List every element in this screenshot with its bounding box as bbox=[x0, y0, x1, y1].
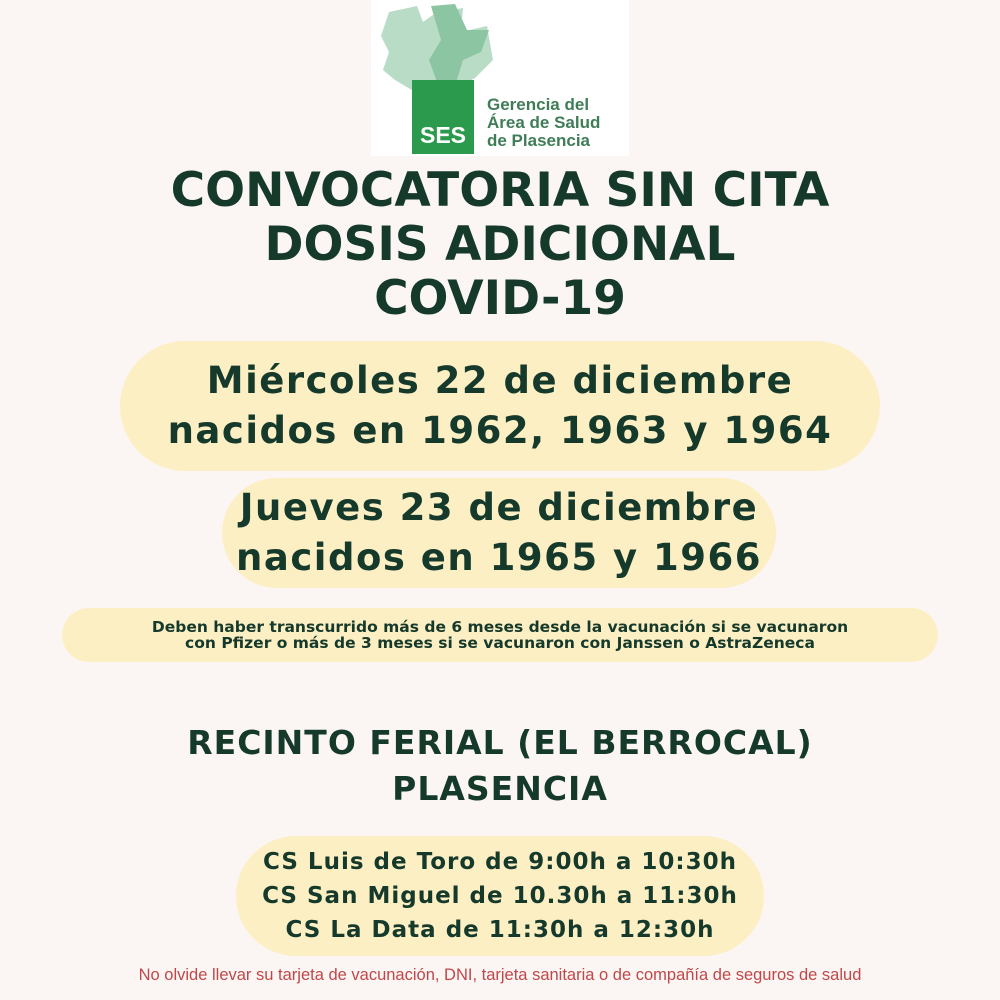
footer-reminder: No olvide llevar su tarjeta de vacunación, DNI, tarjeta sanitaria o de compañía de seguros de salud bbox=[138, 966, 862, 984]
venue bbox=[0, 720, 1000, 812]
venue-name: RECINTO FERIAL (EL BERROCAL) bbox=[187, 723, 813, 762]
schedule-banner bbox=[236, 836, 764, 956]
day1-banner bbox=[120, 341, 880, 471]
interval-notice bbox=[62, 608, 938, 662]
notice-line: Deben haber transcurrido más de 6 meses desde la vacunación si se vacunaron bbox=[151, 618, 849, 636]
title-line: COVID-19 bbox=[374, 271, 626, 326]
notice-line: con Pfizer o más de 3 meses si se vacunaron con Janssen o AstraZeneca bbox=[185, 634, 815, 652]
venue-city: PLASENCIA bbox=[392, 769, 608, 808]
day2-births: nacidos en 1965 y 1966 bbox=[236, 536, 762, 579]
logo-line: Gerencia del bbox=[487, 95, 590, 114]
schedule-item: CS San Miguel de 10.30h a 11:30h bbox=[262, 883, 738, 909]
day2-date: Jueves 23 de diciembre bbox=[239, 486, 759, 529]
day2-banner bbox=[222, 478, 776, 588]
schedule-item: CS La Data de 11:30h a 12:30h bbox=[285, 917, 715, 943]
page-title bbox=[0, 164, 1000, 326]
ses-logo bbox=[371, 0, 629, 156]
title-line: DOSIS ADICIONAL bbox=[264, 217, 736, 272]
logo-line: de Plasencia bbox=[487, 131, 591, 150]
day1-date: Miércoles 22 de diciembre bbox=[206, 359, 794, 402]
title-line: CONVOCATORIA SIN CITA bbox=[170, 163, 830, 218]
ses-badge: SES bbox=[412, 116, 474, 154]
logo-caption bbox=[487, 96, 600, 150]
schedule-item: CS Luis de Toro de 9:00h a 10:30h bbox=[263, 849, 737, 875]
logo-line: Área de Salud bbox=[487, 113, 601, 132]
day1-births: nacidos en 1962, 1963 y 1964 bbox=[167, 409, 833, 452]
